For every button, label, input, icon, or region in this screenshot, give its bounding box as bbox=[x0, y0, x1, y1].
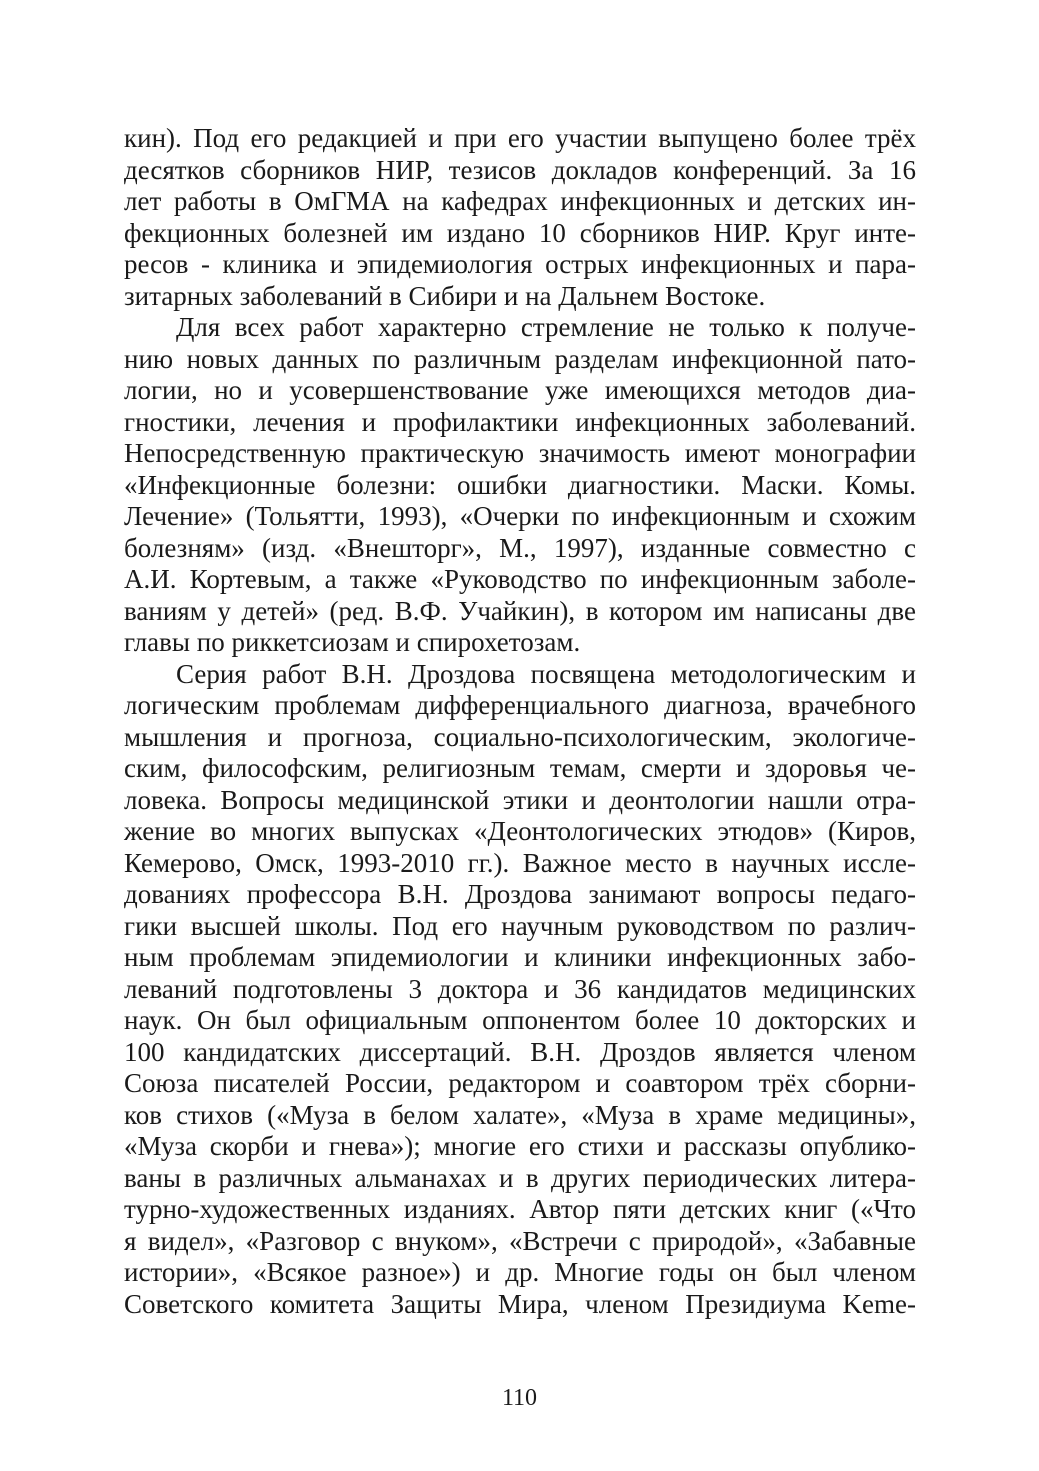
text-line: истории», «Всякое разное») и др. Многие годы он был членом bbox=[124, 1257, 916, 1287]
text-line: логическим проблемам дифференциального диагноза, врачебного bbox=[124, 690, 916, 720]
text-line: дованиях профессора В.Н. Дроздова занимают вопросы педаго- bbox=[124, 879, 916, 909]
text-line: ным проблемам эпидемиологии и клиники инфекционных забо- bbox=[124, 942, 916, 972]
paragraph-1 bbox=[124, 123, 916, 312]
text-line: турно-художественных изданиях. Автор пяти детских книг («Что bbox=[124, 1194, 916, 1224]
text-line: жение во многих выпусках «Деонтологических этюдов» (Киров, bbox=[124, 816, 916, 846]
text-line: «Муза скорби и гнева»); многие его стихи и рассказы опублико- bbox=[124, 1131, 916, 1161]
text-line: ваниям у детей» (ред. В.Ф. Учайкин), в котором им написаны две bbox=[124, 595, 916, 626]
paragraph-2 bbox=[124, 312, 916, 659]
paragraph-3 bbox=[124, 659, 916, 1321]
text-line: зитарных заболеваний в Сибири и на Дальнем Востоке. bbox=[124, 280, 766, 311]
text-line: ловека. Вопросы медицинской этики и деонтологии нашли отра- bbox=[124, 784, 916, 815]
text-line: кин). Под его редакцией и при его участии выпущено более трёх bbox=[124, 123, 916, 153]
text-line: лет работы в ОмГМА на кафедрах инфекционных и детских ин- bbox=[124, 186, 916, 216]
text-line: мышления и прогноза, социально-психологическим, экологиче- bbox=[124, 721, 916, 752]
text-line: Лечение» (Тольятти, 1993), «Очерки по инфекционным и схожим bbox=[124, 501, 916, 531]
page-number: 110 bbox=[501, 1385, 538, 1411]
text-line: десятков сборников НИР, тезисов докладов конференций. За 16 bbox=[124, 154, 916, 185]
text-line: болезням» (изд. «Внешторг», М., 1997), изданные совместно с bbox=[124, 532, 916, 563]
text-line: фекционных болезней им издано 10 сборников НИР. Круг инте- bbox=[124, 217, 916, 248]
text-line: ским, философским, религиозным темам, смерти и здоровья че- bbox=[124, 753, 916, 783]
text-line: А.И. Кортевым, а также «Руководство по инфекционным заболе- bbox=[124, 564, 916, 594]
text-line: Советского комитета Защиты Мира, членом Президиума Keme- bbox=[124, 1288, 916, 1319]
text-line: наук. Он был официальным оппонентом более 10 докторских и bbox=[124, 1005, 916, 1035]
text-line: гики высшей школы. Под его научным руководством по различ- bbox=[124, 910, 916, 941]
text-line: ков стихов («Муза в белом халате», «Муза в храме медицины», bbox=[124, 1099, 916, 1130]
text-line: Кемерово, Омск, 1993-2010 гг.). Важное место в научных иссле- bbox=[124, 847, 916, 878]
text-line: Для всех работ характерно стремление не только к получе- bbox=[176, 312, 916, 342]
text-line: 100 кандидатских диссертаций. В.Н. Дроздов является членом bbox=[124, 1036, 916, 1067]
text-line: нию новых данных по различным разделам инфекционной пато- bbox=[124, 343, 916, 374]
text-line: Серия работ В.Н. Дроздова посвящена методологическим и bbox=[176, 658, 916, 689]
text-line: ресов - клиника и эпидемиология острых инфекционных и пара- bbox=[124, 249, 916, 279]
text-line: леваний подготовлены 3 доктора и 36 кандидатов медицинских bbox=[124, 973, 916, 1004]
text-line: ваны в различных альманахах и в других периодических литера- bbox=[124, 1162, 916, 1193]
body-text bbox=[124, 123, 916, 1320]
text-line: я видел», «Разговор с внуком», «Встречи с природой», «Забавные bbox=[124, 1225, 916, 1256]
text-line: Союза писателей России, редактором и соавтором трёх сборни- bbox=[124, 1068, 916, 1098]
text-line: гностики, лечения и профилактики инфекционных заболеваний. bbox=[124, 406, 916, 437]
text-line: Непосредственную практическую значимость имеют монографии bbox=[124, 438, 916, 468]
text-line: логии, но и усовершенствование уже имеющихся методов диа- bbox=[124, 375, 916, 405]
text-line: главы по риккетсиозам и спирохетозам. bbox=[124, 627, 581, 657]
text-line: «Инфекционные болезни: ошибки диагностики. Маски. Комы. bbox=[124, 469, 916, 500]
